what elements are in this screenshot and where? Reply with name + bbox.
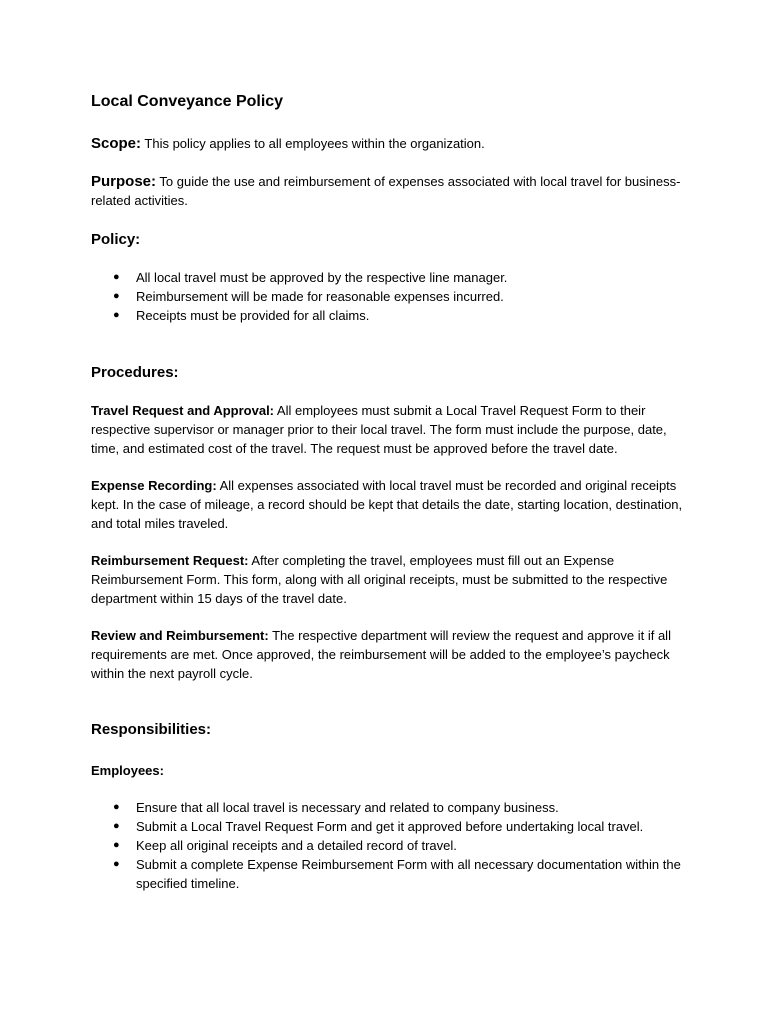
document-page (91, 92, 691, 893)
document-title: Local Conveyance Policy (91, 93, 284, 110)
procedure-paragraph (91, 476, 691, 533)
list-item (91, 306, 691, 325)
list-item-text: Submit a Local Travel Request Form and get it approved before undertaking local travel. (136, 819, 644, 834)
list-item-text: Submit a complete Expense Reimbursement Form with all necessary documentation within the specified timeline. (136, 857, 681, 891)
bullet-icon: ● (113, 839, 120, 851)
procedure-label: Review and Reimbursement: (91, 628, 269, 643)
list-item-text: All local travel must be approved by the respective line manager. (136, 270, 508, 285)
list-item (91, 836, 691, 855)
bullet-icon: ● (113, 858, 120, 870)
employees-heading: Employees: (91, 763, 164, 778)
purpose-label: Purpose: (91, 173, 157, 190)
scope-text: This policy applies to all employees within the organization. (141, 136, 485, 151)
procedure-label: Travel Request and Approval: (91, 403, 275, 418)
procedure-label: Expense Recording: (91, 478, 217, 493)
policy-list (91, 268, 691, 325)
scope-paragraph (91, 134, 691, 153)
responsibilities-heading: Responsibilities: (91, 721, 212, 738)
procedure-text: All employees must submit a Local Travel Request Form to their respective supervisor or manager prior to their local travel. The form must include the purpose, date, time, and estimated cost of the travel. The request must be approved before the travel date. (91, 403, 667, 456)
bullet-icon: ● (113, 309, 120, 321)
procedure-text: The respective department will review the request and approve it if all requirements are met. Once approved, the reimbursement will be added to the employee’s paycheck within the next payroll cycle. (91, 628, 671, 681)
bullet-icon: ● (113, 290, 120, 302)
list-item (91, 268, 691, 287)
list-item (91, 287, 691, 306)
list-item (91, 817, 691, 836)
scope-label: Scope: (91, 135, 142, 152)
list-item-text: Ensure that all local travel is necessary and related to company business. (136, 800, 559, 815)
procedure-paragraph (91, 401, 691, 458)
procedures-heading: Procedures: (91, 364, 179, 381)
procedure-text: All expenses associated with local travel must be recorded and original receipts kept. In the case of mileage, a record should be kept that details the date, starting location, destination, and total miles traveled. (91, 478, 683, 531)
list-item-text: Receipts must be provided for all claims. (136, 308, 370, 323)
bullet-icon: ● (113, 801, 120, 813)
bullet-icon: ● (113, 271, 120, 283)
list-item-text: Reimbursement will be made for reasonable expenses incurred. (136, 289, 504, 304)
procedure-paragraph (91, 626, 691, 683)
list-item-text: Keep all original receipts and a detailed record of travel. (136, 838, 457, 853)
list-item (91, 855, 691, 893)
procedure-text: After completing the travel, employees must fill out an Expense Reimbursement Form. This form, along with all original receipts, must be submitted to the respective department within 15 days of the travel date. (91, 553, 668, 606)
policy-heading: Policy: (91, 231, 141, 248)
employees-list (91, 798, 691, 893)
list-item (91, 798, 691, 817)
purpose-text: To guide the use and reimbursement of expenses associated with local travel for business-related activities. (91, 174, 681, 208)
procedure-label: Reimbursement Request: (91, 553, 249, 568)
bullet-icon: ● (113, 820, 120, 832)
procedure-paragraph (91, 551, 691, 608)
purpose-paragraph (91, 172, 691, 210)
